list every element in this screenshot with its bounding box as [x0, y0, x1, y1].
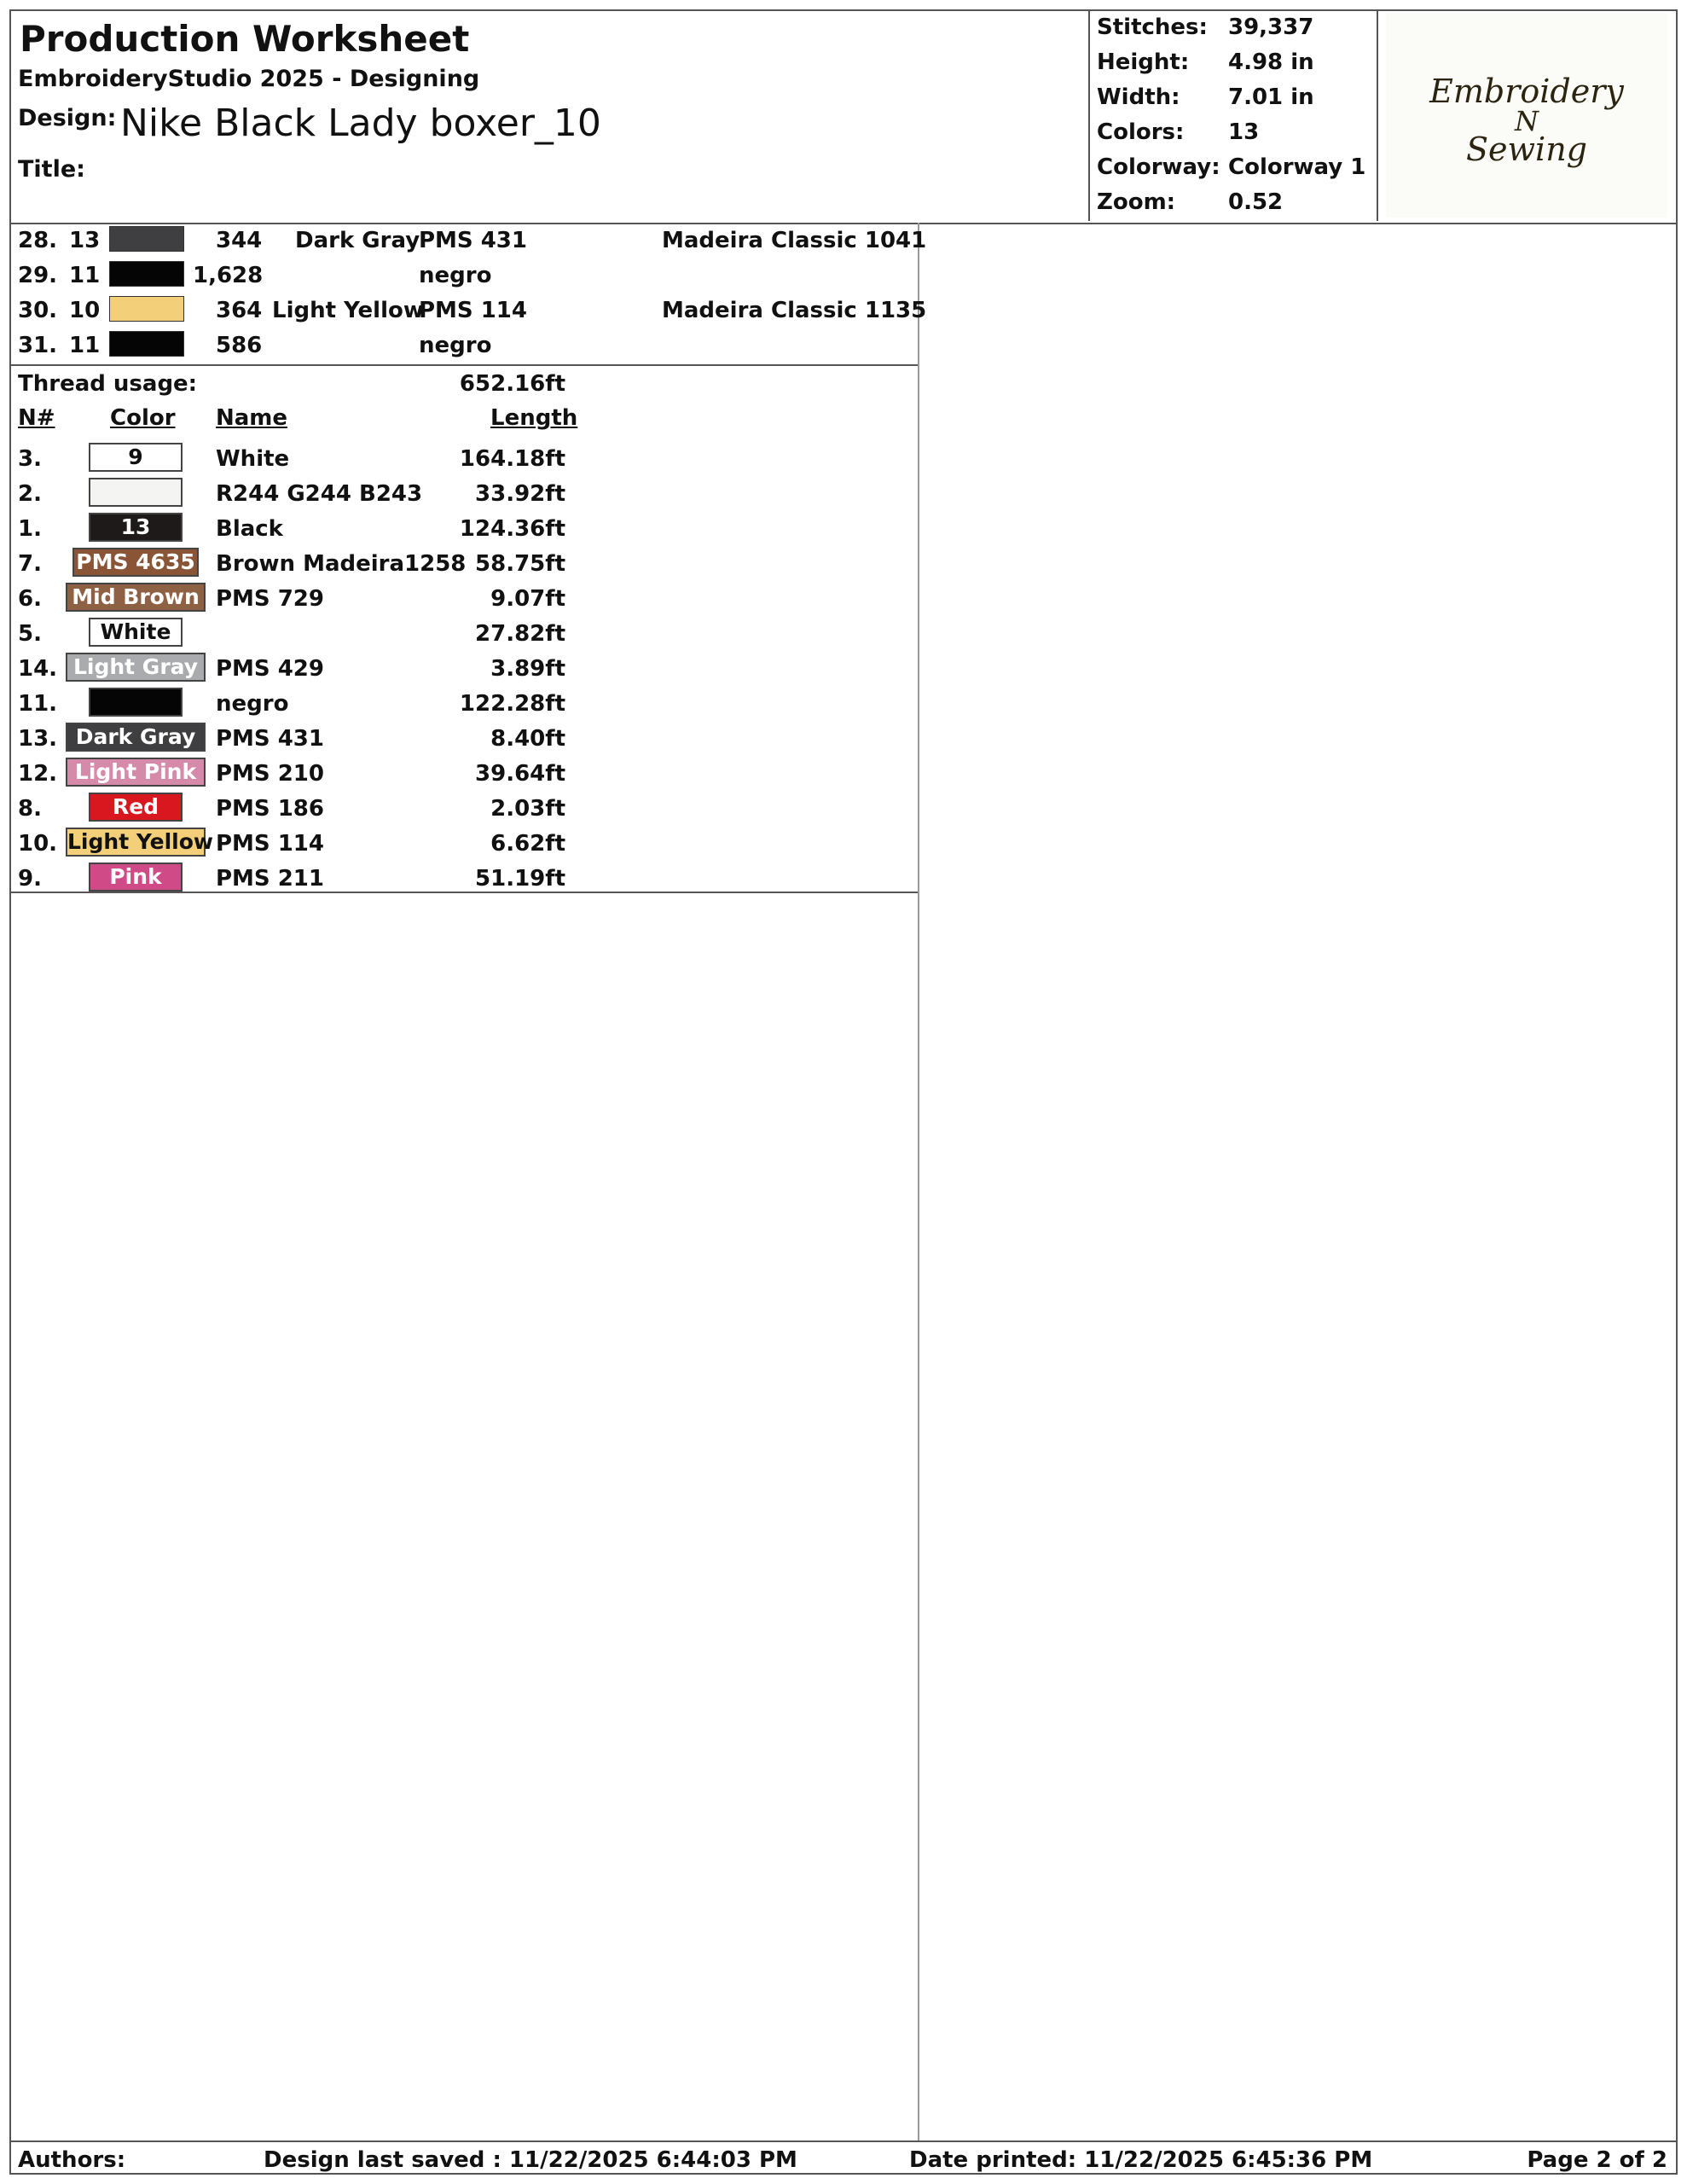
thread-usage-total: 652.16ft [459, 371, 565, 397]
thread-name: Black [216, 516, 283, 542]
thread-length: 9.07ft [490, 586, 565, 612]
design-stats [1088, 11, 1378, 221]
stat-value: 39,337 [1228, 15, 1314, 40]
thread-length: 51.19ft [475, 866, 565, 892]
thread-number: 6. [18, 586, 42, 612]
stop-row [11, 258, 915, 293]
thread-number: 8. [18, 796, 42, 822]
stop-chart: Madeira Classic 1135 [662, 298, 927, 323]
thread-usage-row [11, 861, 915, 896]
section-divider [11, 892, 918, 893]
stop-stitches: 344 [216, 228, 263, 253]
thread-usage-row [11, 791, 915, 826]
thread-usage-row [11, 511, 915, 546]
thread-color-swatch: Mid Brown [66, 583, 206, 612]
thread-number: 12. [18, 761, 58, 787]
thread-number: 7. [18, 551, 42, 577]
thread-usage-row [11, 686, 915, 721]
thread-usage-row [11, 581, 915, 616]
stat-label: Colorway: [1097, 154, 1220, 180]
stop-row [11, 328, 915, 363]
stop-stitches: 364 [216, 298, 263, 323]
thread-length: 8.40ft [490, 726, 565, 752]
column-header-number: N# [18, 405, 55, 431]
thread-name: PMS 186 [216, 796, 324, 822]
thread-swatch [109, 296, 184, 322]
stop-code: PMS 114 [419, 298, 527, 323]
stop-needle: 11 [69, 263, 101, 288]
stop-code: negro [419, 333, 492, 358]
thread-name: PMS 729 [216, 586, 324, 612]
thread-color-swatch: Light Pink [66, 758, 206, 787]
brand-logo [1386, 13, 1667, 218]
stop-index: 30. [18, 298, 58, 323]
thread-length: 164.18ft [459, 446, 565, 472]
stat-label: Zoom: [1097, 189, 1176, 215]
thread-number: 3. [18, 446, 42, 472]
thread-usage-title: Thread usage: [18, 371, 198, 397]
stop-stitches: 586 [216, 333, 263, 358]
thread-color-swatch: 13 [89, 513, 183, 542]
thread-number: 13. [18, 726, 58, 752]
thread-number: 11. [18, 691, 58, 717]
stop-color-name: Light Yellow [272, 298, 424, 323]
stop-row [11, 223, 927, 258]
page-title: Production Worksheet [20, 18, 470, 60]
stat-value: Colorway 1 [1228, 154, 1366, 180]
thread-swatch [109, 226, 184, 252]
thread-usage-row [11, 826, 915, 861]
thread-swatch [109, 261, 184, 287]
stop-needle: 13 [69, 228, 101, 253]
logo-text: N [1515, 105, 1539, 137]
thread-number: 10. [18, 831, 58, 857]
page-number: Page 2 of 2 [1527, 2147, 1667, 2173]
last-saved: Design last saved : 11/22/2025 6:44:03 PM [264, 2147, 797, 2173]
thread-color-swatch: White [89, 618, 183, 647]
thread-number: 1. [18, 516, 42, 542]
worksheet-header [11, 11, 1676, 224]
thread-usage-row [11, 441, 915, 476]
stop-stitches: 1,628 [193, 263, 264, 288]
design-name: Nike Black Lady boxer_10 [120, 102, 601, 145]
thread-color-swatch: Dark Gray [66, 723, 206, 752]
stop-chart: Madeira Classic 1041 [662, 228, 927, 253]
thread-color-swatch [89, 478, 183, 507]
thread-length: 58.75ft [475, 551, 565, 577]
worksheet-page [9, 9, 1678, 2175]
thread-name: negro [216, 691, 289, 717]
thread-color-swatch [89, 688, 183, 717]
logo-text: Embroidery [1429, 73, 1624, 110]
stat-label: Colors: [1097, 119, 1185, 145]
thread-usage-row [11, 546, 915, 581]
column-header-name: Name [216, 405, 288, 431]
thread-length: 2.03ft [490, 796, 565, 822]
stat-label: Stitches: [1097, 15, 1208, 40]
thread-length: 27.82ft [475, 621, 565, 647]
thread-number: 9. [18, 866, 42, 892]
stop-index: 31. [18, 333, 58, 358]
logo-text: Sewing [1466, 131, 1587, 168]
thread-number: 5. [18, 621, 42, 647]
thread-name: R244 G244 B243 [216, 481, 423, 507]
stop-color-name: Dark Gray [295, 228, 420, 253]
software-subtitle: EmbroideryStudio 2025 - Designing [18, 66, 480, 92]
thread-length: 124.36ft [459, 516, 565, 542]
thread-length: 122.28ft [459, 691, 565, 717]
design-label: Design: [18, 105, 117, 131]
thread-name: Brown Madeira1258 [216, 551, 467, 577]
thread-number: 14. [18, 656, 58, 682]
stat-value: 13 [1228, 119, 1260, 145]
thread-name: PMS 211 [216, 866, 324, 892]
stop-needle: 10 [69, 298, 101, 323]
thread-number: 2. [18, 481, 42, 507]
title-label: Title: [18, 156, 85, 183]
stop-index: 29. [18, 263, 58, 288]
thread-color-swatch: Light Yellow [66, 828, 206, 857]
thread-length: 6.62ft [490, 831, 565, 857]
stat-value: 7.01 in [1228, 84, 1314, 110]
thread-color-swatch: 9 [89, 443, 183, 472]
stop-index: 28. [18, 228, 58, 253]
thread-length: 39.64ft [475, 761, 565, 787]
thread-name: PMS 114 [216, 831, 324, 857]
stop-code: PMS 431 [419, 228, 527, 253]
thread-length: 33.92ft [475, 481, 565, 507]
stop-code: negro [419, 263, 492, 288]
thread-usage-row [11, 756, 915, 791]
section-divider [11, 364, 918, 366]
stop-needle: 11 [69, 333, 101, 358]
thread-color-swatch: Pink [89, 863, 183, 892]
column-header-color: Color [110, 405, 176, 431]
thread-usage-row [11, 651, 915, 686]
column-header-length: Length [490, 405, 578, 431]
page-footer [11, 2140, 1676, 2176]
stat-value: 4.98 in [1228, 49, 1314, 75]
thread-usage-row [11, 616, 915, 651]
thread-swatch [109, 331, 184, 357]
thread-color-swatch: Red [89, 793, 183, 822]
thread-usage-row [11, 721, 915, 756]
thread-usage-row [11, 476, 915, 511]
stat-label: Width: [1097, 84, 1180, 110]
stat-value: 0.52 [1228, 189, 1284, 215]
stat-label: Height: [1097, 49, 1190, 75]
thread-name: White [216, 446, 290, 472]
thread-name: PMS 431 [216, 726, 324, 752]
thread-name: PMS 210 [216, 761, 324, 787]
stop-row [11, 293, 927, 328]
stop-sequence-panel [11, 223, 927, 2140]
thread-color-swatch: Light Gray [66, 653, 206, 682]
date-printed: Date printed: 11/22/2025 6:45:36 PM [909, 2147, 1373, 2173]
thread-name: PMS 429 [216, 656, 324, 682]
authors-label: Authors: [18, 2147, 126, 2173]
thread-color-swatch: PMS 4635 [72, 548, 199, 577]
thread-length: 3.89ft [490, 656, 565, 682]
